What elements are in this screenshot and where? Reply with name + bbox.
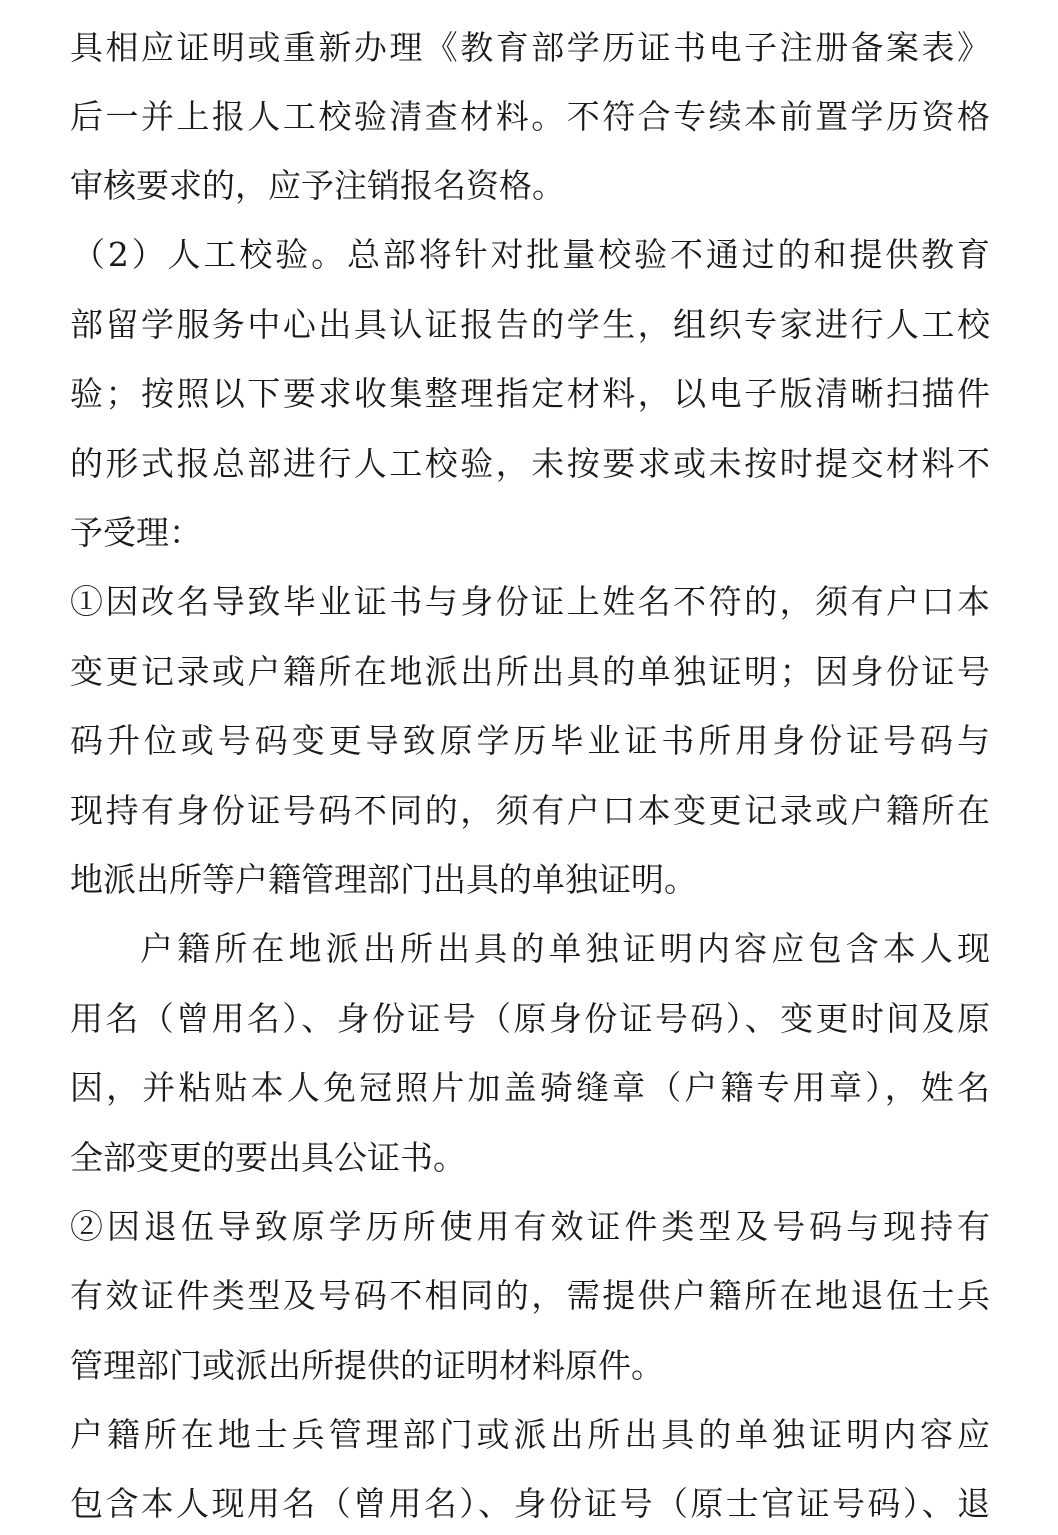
text-line: 户籍所在地士兵管理部门或派出所出具的单独证明内容应 (70, 1415, 990, 1454)
text-line: 验；按照以下要求收集整理指定材料，以电子版清晰扫描件 (70, 374, 990, 413)
text-line: （2）人工校验。总部将针对批量校验不通过的和提供教育 (72, 235, 990, 274)
text-line: 包含本人现用名（曾用名）、身份证号（原士官证号码）、退 (70, 1484, 990, 1523)
text-line: 予受理： (70, 513, 202, 552)
text-line: 用名（曾用名）、身份证号（原身份证号码）、变更时间及原 (70, 999, 990, 1038)
text-line: 有效证件类型及号码不相同的，需提供户籍所在地退伍士兵 (70, 1276, 990, 1315)
text-line: 的形式报总部进行人工校验，未按要求或未按时提交材料不 (70, 444, 990, 483)
text-line: 现持有身份证号码不同的，须有户口本变更记录或户籍所在 (70, 791, 990, 830)
text-line: 管理部门或派出所提供的证明材料原件。 (70, 1346, 664, 1385)
text-line: 户籍所在地派出所出具的单独证明内容应包含本人现 (140, 929, 990, 968)
text-line: ②因退伍导致原学历所使用有效证件类型及号码与现持有 (70, 1207, 990, 1246)
text-line: 审核要求的，应予注销报名资格。 (70, 166, 565, 205)
text-line: 码升位或号码变更导致原学历毕业证书所用身份证号码与 (70, 721, 990, 760)
text-line: 后一并上报人工校验清查材料。不符合专续本前置学历资格 (70, 97, 990, 136)
text-line: 因，并粘贴本人免冠照片加盖骑缝章（户籍专用章），姓名 (70, 1068, 990, 1107)
text-line: ①因改名导致毕业证书与身份证上姓名不符的，须有户口本 (70, 582, 990, 621)
text-line: 具相应证明或重新办理《教育部学历证书电子注册备案表》 (70, 28, 990, 67)
text-line: 全部变更的要出具公证书。 (70, 1138, 466, 1177)
text-line: 部留学服务中心出具认证报告的学生，组织专家进行人工校 (70, 305, 990, 344)
text-line: 地派出所等户籍管理部门出具的单独证明。 (70, 860, 697, 899)
text-line: 变更记录或户籍所在地派出所出具的单独证明；因身份证号 (70, 652, 990, 691)
